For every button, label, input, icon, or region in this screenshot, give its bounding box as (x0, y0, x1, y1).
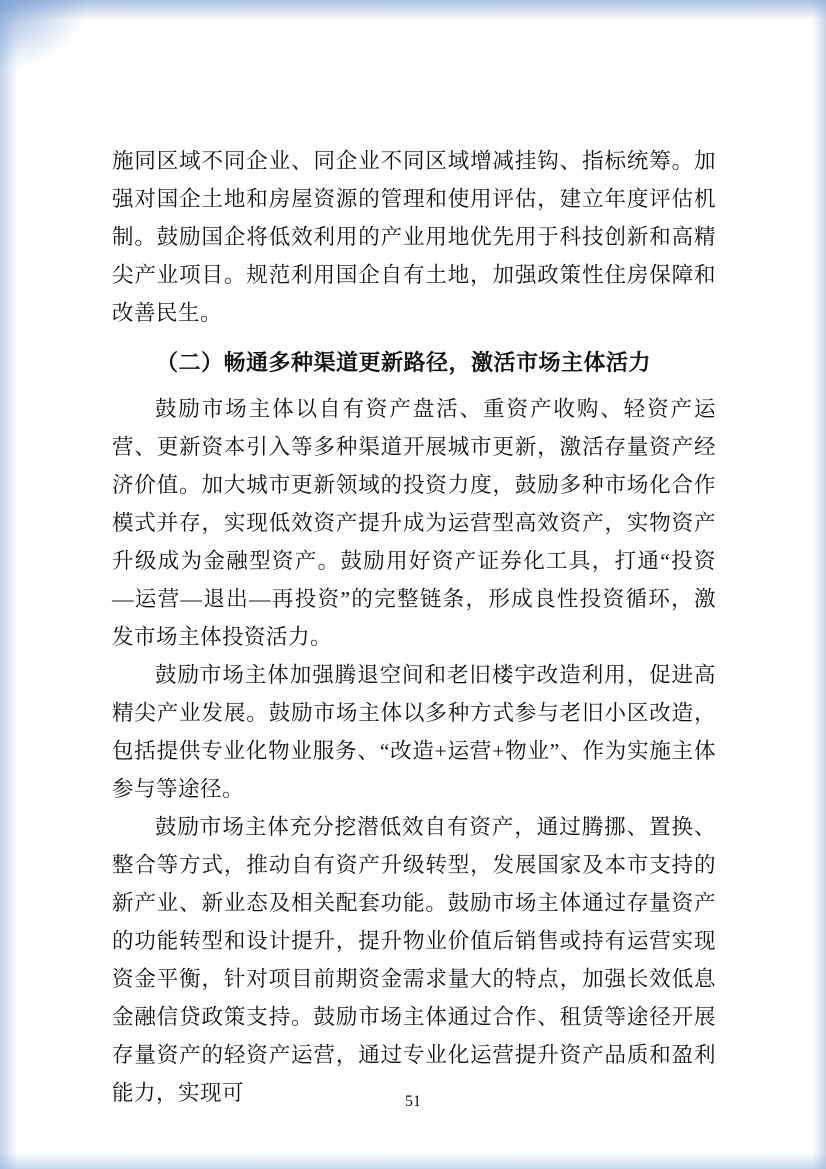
body-paragraph: 鼓励市场主体加强腾退空间和老旧楼宇改造利用，促进高精尖产业发展。鼓励市场主体以多种方式参与老旧小区改造，包括提供专业化物业服务、“改造+运营+物业”、作为实施主体参与等途径。 (112, 663, 716, 801)
page-number: 51 (405, 1093, 421, 1110)
page-edge-shading-bottom (0, 1153, 826, 1169)
body-paragraph: 鼓励市场主体充分挖潜低效自有资产，通过腾挪、置换、整合等方式，推动自有资产升级转型，发展国家及本市支持的新产业、新业态及相关配套功能。鼓励市场主体通过存量资产的功能转型和设计提升，提升物业价值后销售或持有运营实现资金平衡，针对项目前期资金需求量大的特点，加强长效低息金融信贷政策支持。鼓励市场主体通过合作、租赁等途径开展存量资产的轻资产运营，通过专业化运营提升资产品质和盈利能力，实现可 (112, 815, 716, 1105)
section-heading: （二）畅通多种渠道更新路径，激活市场主体活力 (156, 350, 652, 375)
continuation-paragraph: 施同区域不同企业、同企业不同区域增减挂钩、指标统筹。加强对国企土地和房屋资源的管理和使用评估，建立年度评估机制。鼓励国企将低效利用的产业用地优先用于科技创新和高精尖产业项目。规范利用国企自有土地，加强政策性住房保障和改善民生。 (112, 149, 716, 325)
body-paragraph: 鼓励市场主体以自有资产盘活、重资产收购、轻资产运营、更新资本引入等多种渠道开展城市更新，激活存量资产经济价值。加大城市更新领域的投资力度，鼓励多种市场化合作模式并存，实现低效资产提升成为运营型高效资产，实物资产升级成为金融型资产。鼓励用好资产证券化工具，打通“投资—运营—退出—再投资”的完整链条，形成良性投资循环，激发市场主体投资活力。 (112, 397, 716, 649)
